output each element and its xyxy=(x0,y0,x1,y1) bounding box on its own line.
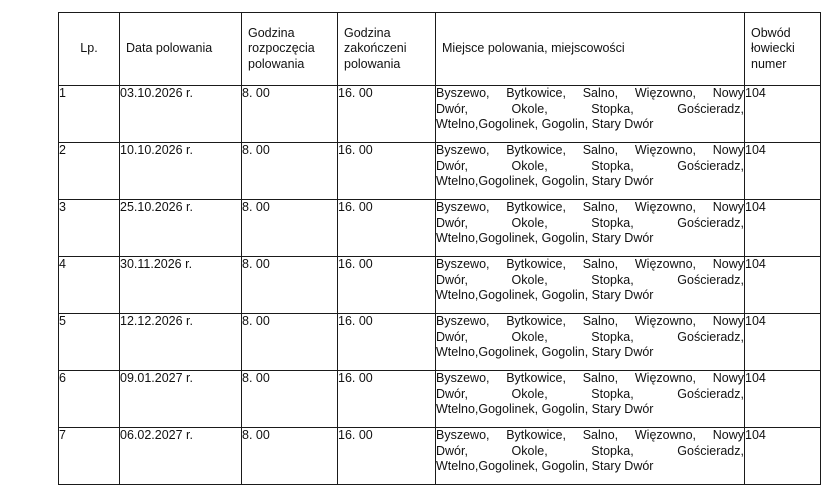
place-line: Wtelno,Gogolinek, Gogolin, Stary Dwór xyxy=(436,345,654,360)
cell-end-time: 16. 00 xyxy=(338,86,436,143)
cell-place xyxy=(436,143,745,200)
cell-district: 104 xyxy=(745,314,821,371)
place-line: Byszewo, Bytkowice, Salno, Więzowno, Nowy xyxy=(436,314,744,328)
cell-date: 25.10.2026 r. xyxy=(120,200,242,257)
cell-lp: 6 xyxy=(59,371,120,428)
cell-date: 09.01.2027 r. xyxy=(120,371,242,428)
header-place: Miejsce polowania, miejscowości xyxy=(436,13,745,86)
cell-end-time: 16. 00 xyxy=(338,428,436,485)
cell-start-time: 8. 00 xyxy=(242,200,338,257)
table-row xyxy=(59,428,821,485)
place-line: Byszewo, Bytkowice, Salno, Więzowno, Nowy xyxy=(436,143,744,157)
header-district-line: numer xyxy=(751,56,787,71)
header-start-line: rozpoczęcia xyxy=(248,41,315,56)
place-line: Byszewo, Bytkowice, Salno, Więzowno, Nowy xyxy=(436,257,744,271)
place-line: Wtelno,Gogolinek, Gogolin, Stary Dwór xyxy=(436,402,654,417)
cell-end-time: 16. 00 xyxy=(338,143,436,200)
cell-place xyxy=(436,257,745,314)
header-start-line: polowania xyxy=(248,56,305,71)
place-line: Dwór, Okole, Stopka, Gościeradz, xyxy=(436,158,744,173)
place-line: Wtelno,Gogolinek, Gogolin, Stary Dwór xyxy=(436,174,654,189)
cell-start-time: 8. 00 xyxy=(242,257,338,314)
header-end-time xyxy=(338,13,436,86)
cell-place xyxy=(436,371,745,428)
place-line: Wtelno,Gogolinek, Gogolin, Stary Dwór xyxy=(436,288,654,303)
cell-district: 104 xyxy=(745,200,821,257)
table-header-row xyxy=(59,13,821,86)
cell-date: 06.02.2027 r. xyxy=(120,428,242,485)
header-date: Data polowania xyxy=(120,13,242,86)
cell-date: 12.12.2026 r. xyxy=(120,314,242,371)
cell-district: 104 xyxy=(745,143,821,200)
cell-end-time: 16. 00 xyxy=(338,371,436,428)
cell-start-time: 8. 00 xyxy=(242,314,338,371)
cell-district: 104 xyxy=(745,257,821,314)
place-line: Wtelno,Gogolinek, Gogolin, Stary Dwór xyxy=(436,459,654,474)
header-start-time xyxy=(242,13,338,86)
cell-lp: 7 xyxy=(59,428,120,485)
table-row xyxy=(59,257,821,314)
cell-start-time: 8. 00 xyxy=(242,86,338,143)
cell-place xyxy=(436,314,745,371)
header-end-line: polowania xyxy=(344,56,401,71)
place-line: Byszewo, Bytkowice, Salno, Więzowno, Nowy xyxy=(436,86,744,100)
table-row xyxy=(59,143,821,200)
place-line: Wtelno,Gogolinek, Gogolin, Stary Dwór xyxy=(436,117,654,132)
place-line: Wtelno,Gogolinek, Gogolin, Stary Dwór xyxy=(436,231,654,246)
place-line: Dwór, Okole, Stopka, Gościeradz, xyxy=(436,101,744,116)
cell-end-time: 16. 00 xyxy=(338,200,436,257)
cell-place xyxy=(436,86,745,143)
place-line: Dwór, Okole, Stopka, Gościeradz, xyxy=(436,329,744,344)
header-district-line: Obwód xyxy=(751,25,791,40)
place-line: Dwór, Okole, Stopka, Gościeradz, xyxy=(436,272,744,287)
cell-place xyxy=(436,200,745,257)
cell-end-time: 16. 00 xyxy=(338,314,436,371)
place-line: Byszewo, Bytkowice, Salno, Więzowno, Nowy xyxy=(436,371,744,385)
header-district xyxy=(745,13,821,86)
place-line: Dwór, Okole, Stopka, Gościeradz, xyxy=(436,443,744,458)
hunting-schedule-table xyxy=(58,12,821,485)
cell-lp: 2 xyxy=(59,143,120,200)
table-row xyxy=(59,314,821,371)
place-line: Byszewo, Bytkowice, Salno, Więzowno, Nowy xyxy=(436,428,744,442)
cell-lp: 3 xyxy=(59,200,120,257)
header-lp: Lp. xyxy=(59,13,120,86)
cell-lp: 1 xyxy=(59,86,120,143)
header-start-line: Godzina xyxy=(248,25,295,40)
cell-date: 03.10.2026 r. xyxy=(120,86,242,143)
cell-start-time: 8. 00 xyxy=(242,428,338,485)
cell-start-time: 8. 00 xyxy=(242,143,338,200)
place-line: Dwór, Okole, Stopka, Gościeradz, xyxy=(436,215,744,230)
table-row xyxy=(59,200,821,257)
header-district-line: łowiecki xyxy=(751,41,795,56)
place-line: Dwór, Okole, Stopka, Gościeradz, xyxy=(436,386,744,401)
cell-end-time: 16. 00 xyxy=(338,257,436,314)
place-line: Byszewo, Bytkowice, Salno, Więzowno, Nowy xyxy=(436,200,744,214)
cell-date: 10.10.2026 r. xyxy=(120,143,242,200)
header-end-line: zakończeni xyxy=(344,41,407,56)
cell-date: 30.11.2026 r. xyxy=(120,257,242,314)
table-row xyxy=(59,371,821,428)
cell-start-time: 8. 00 xyxy=(242,371,338,428)
cell-district: 104 xyxy=(745,371,821,428)
cell-district: 104 xyxy=(745,86,821,143)
table-row xyxy=(59,86,821,143)
cell-lp: 5 xyxy=(59,314,120,371)
cell-place xyxy=(436,428,745,485)
cell-lp: 4 xyxy=(59,257,120,314)
header-end-line: Godzina xyxy=(344,25,391,40)
cell-district: 104 xyxy=(745,428,821,485)
